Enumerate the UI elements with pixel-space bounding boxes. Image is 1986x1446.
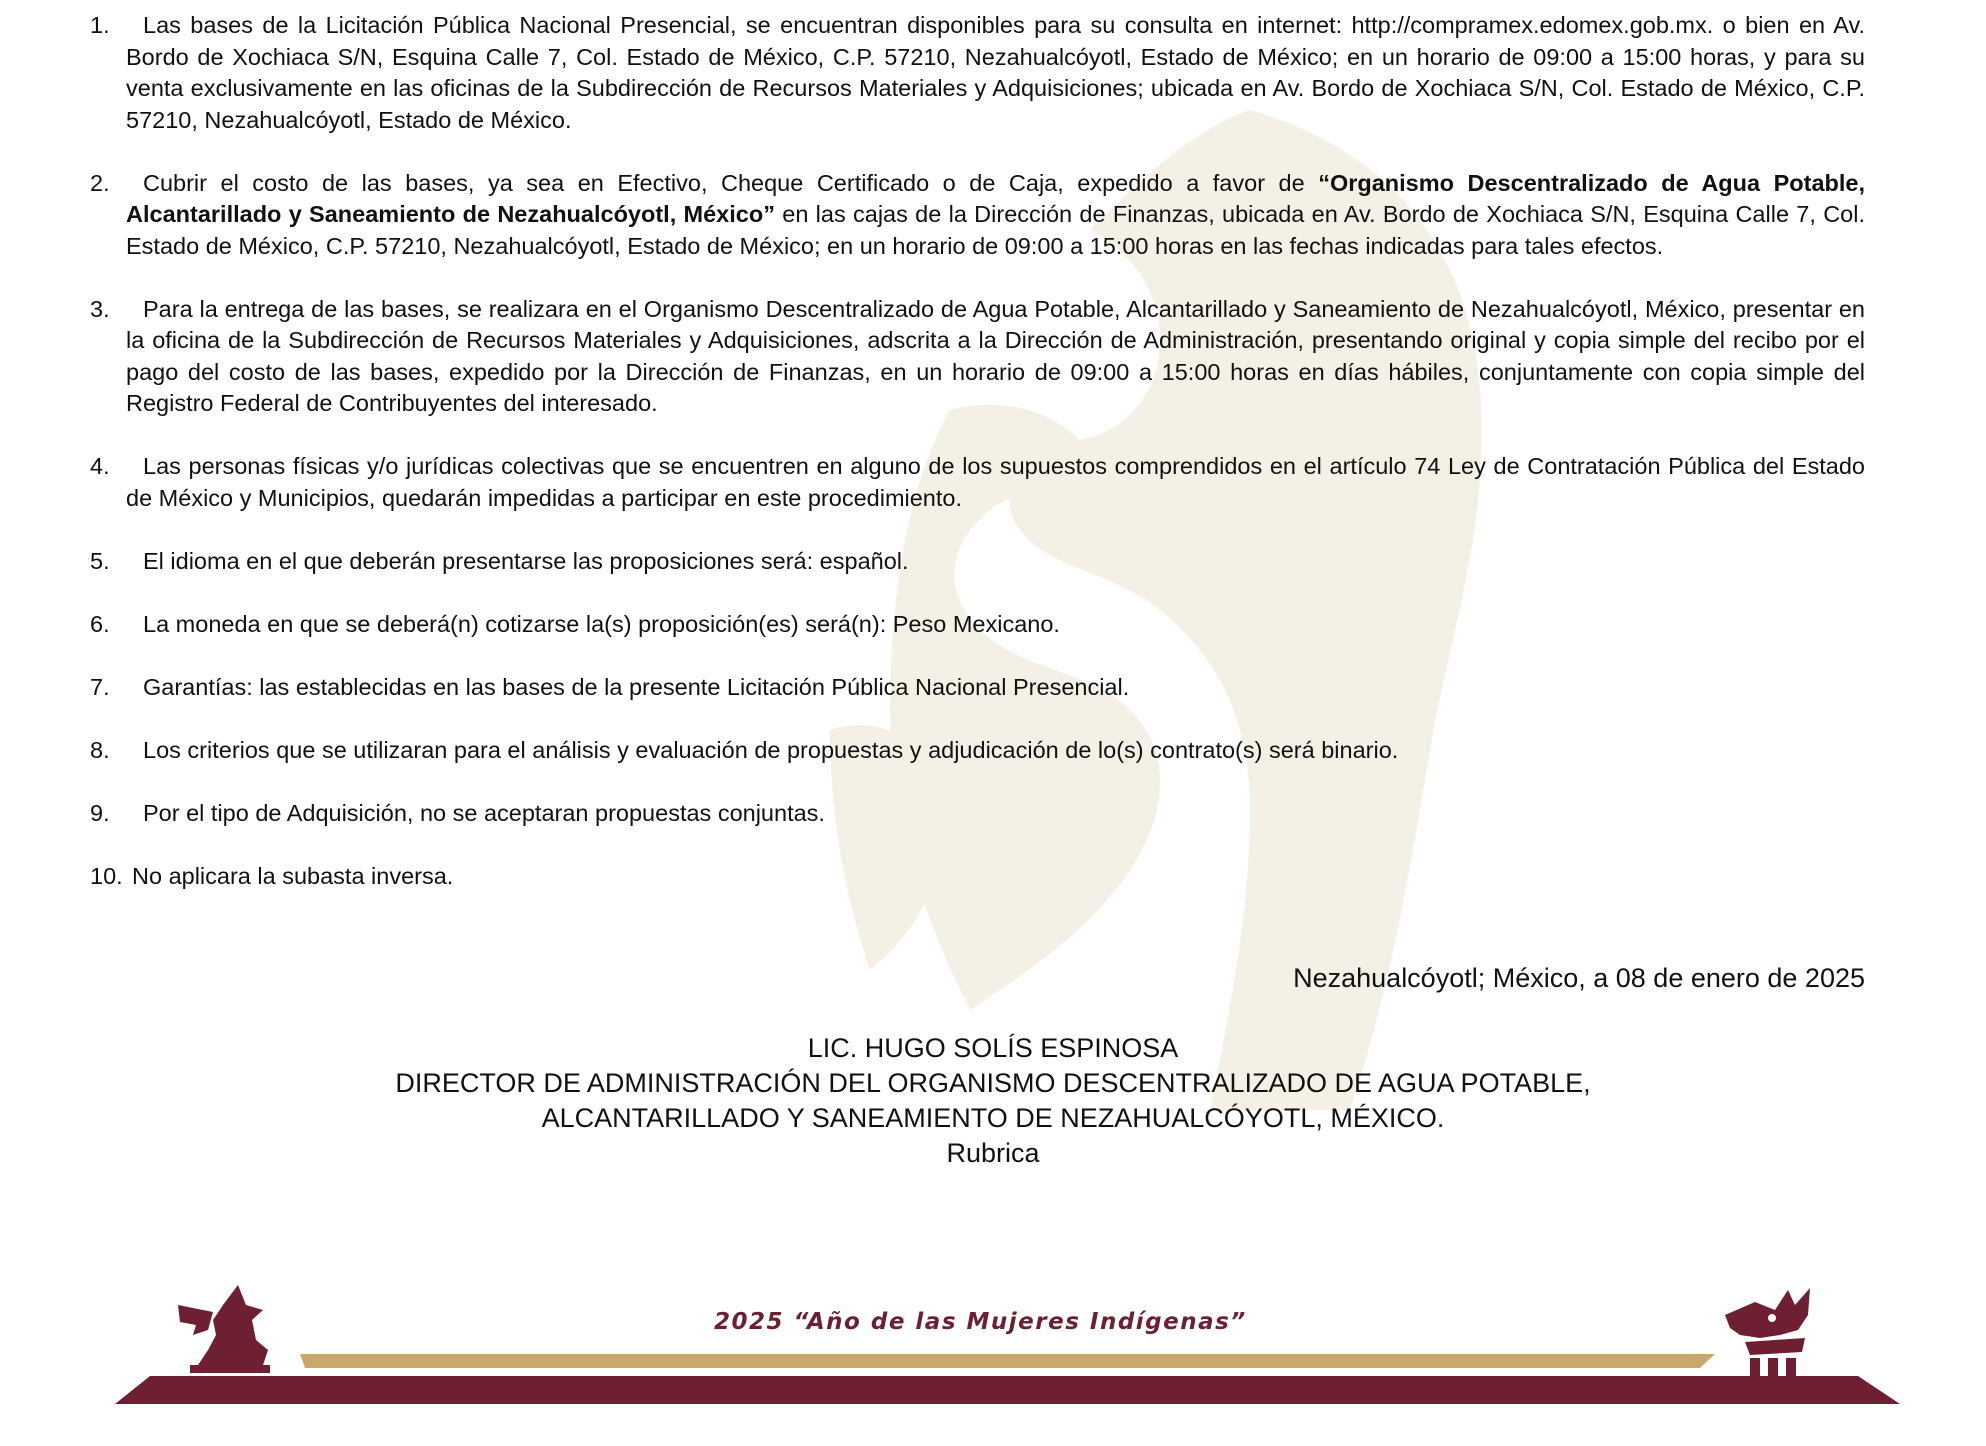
item-number: 8.: [90, 736, 110, 763]
item-text: [126, 168, 1865, 263]
list-item: [90, 735, 1865, 767]
organism-name: “Organismo Descentralizado de Agua Potable, Alcantarillado y Saneamiento de Nezahualcóyotl, México”: [126, 169, 1866, 227]
coyote-emblem-icon: [1710, 1280, 1840, 1380]
list-item: [90, 546, 1865, 578]
document-body: [90, 10, 1865, 924]
item-text: [126, 451, 1865, 514]
item-number: 10.: [90, 862, 123, 889]
item-text-content: El idioma en el que deberán presentarse las proposiciones será: español.: [143, 547, 909, 574]
footer-banner: [0, 1280, 1986, 1430]
item-number: 1.: [90, 12, 110, 38]
item-number: 4.: [90, 453, 110, 479]
item-text-content: La moneda en que se deberá(n) cotizarse la(s) proposición(es) será(n): Peso Mexicano.: [143, 610, 1060, 637]
signer-title-line2: ALCANTARILLADO Y SANEAMIENTO DE NEZAHUALCÓYOTL, MÉXICO.: [541, 1103, 1445, 1133]
item-text: [132, 861, 1865, 893]
maroon-band: [115, 1376, 1900, 1404]
list-item: [90, 798, 1865, 830]
gold-band: [300, 1354, 1715, 1368]
list-item: [90, 861, 1865, 893]
item-text-content: Las bases de la Licitación Pública Nacional Presencial, se encuentran disponibles para su consulta en internet: http://compramex.edomex.gob.mx. o bien en Av. Bordo de Xochiaca S/N, Esquina Calle 7, Col. Estado de México, C.P. 57210, Nezahualcóyotl, Estado de México; en un horario de 09:00 a 15:00 horas, y para su venta exclusivamente en las oficinas de la Subdirección de Recursos Materiales y Adquisiciones; ubicada en Av. Bordo de Xochiaca S/N, Col. Estado de México, C.P. 57210, Nezahualcóyotl, Estado de México.: [126, 12, 1865, 133]
item-text: [126, 294, 1865, 420]
list-item: [90, 672, 1865, 704]
item-text-content: Los criterios que se utilizaran para el análisis y evaluación de propuestas y adjudicación de lo(s) contrato(s) será binario.: [143, 736, 1399, 763]
item-number: 2.: [90, 169, 110, 196]
signature-block: [0, 1031, 1986, 1171]
item-text-content: Por el tipo de Adquisición, no se aceptaran propuestas conjuntas.: [143, 799, 825, 826]
list-item: [90, 609, 1865, 641]
item-text-before: Cubrir el costo de las bases, ya sea en Efectivo, Cheque Certificado o de Caja, expedido a favor de: [143, 169, 1319, 196]
item-text: [126, 735, 1865, 767]
footer-motto: 2025 “Año de las Mujeres Indígenas”: [714, 1309, 1247, 1335]
warrior-emblem-icon: [168, 1280, 288, 1380]
item-text-content: Garantías: las establecidas en las bases de la presente Licitación Pública Nacional Presencial.: [143, 673, 1130, 700]
signer-title-line1: DIRECTOR DE ADMINISTRACIÓN DEL ORGANISMO DESCENTRALIZADO DE AGUA POTABLE,: [395, 1068, 1591, 1098]
item-number: 9.: [90, 799, 110, 826]
list-item: [90, 451, 1865, 514]
item-text: [126, 10, 1865, 136]
item-text-content: No aplicara la subasta inversa.: [132, 862, 454, 889]
item-number: 6.: [90, 610, 110, 637]
item-text: [126, 609, 1865, 641]
list-item: [90, 294, 1865, 420]
item-text: [126, 798, 1865, 830]
signer-name: LIC. HUGO SOLÍS ESPINOSA: [807, 1033, 1179, 1063]
item-text: [126, 546, 1865, 578]
item-text-after: en las cajas de la Dirección de Finanzas, ubicada en Av. Bordo de Xochiaca S/N, Esquina Calle 7, Col. Estado de México, C.P. 57210, Nezahualcóyotl, Estado de México; en un horario de 09:00 a 15:00 horas en las fechas indicadas para tales efectos.: [126, 201, 1865, 259]
list-item: [90, 10, 1865, 136]
item-number: 5.: [90, 547, 110, 574]
rubrica-text: Rubrica: [946, 1138, 1040, 1168]
item-number: 7.: [90, 673, 110, 700]
item-text-content: Para la entrega de las bases, se realizara en el Organismo Descentralizado de Agua Potable, Alcantarillado y Saneamiento de Nezahualcóyotl, México, presentar en la oficina de la Subdirección de Recursos Materiales y Adquisiciones, adscrita a la Dirección de Administración, presentando original y copia simple del recibo por el pago del costo de las bases, expedido por la Dirección de Finanzas, en un horario de 09:00 a 15:00 horas en días hábiles, conjuntamente con copia simple del Registro Federal de Contribuyentes del interesado.: [126, 295, 1865, 416]
item-text-content: Las personas físicas y/o jurídicas colectivas que se encuentren en alguno de los supuestos comprendidos en el artículo 74 Ley de Contratación Pública del Estado de México y Municipios, quedarán impedidas a participar en este procedimiento.: [126, 453, 1865, 511]
place-and-date: Nezahualcóyotl; México, a 08 de enero de 2025: [1293, 963, 1865, 993]
list-item: [90, 168, 1865, 263]
item-number: 3.: [90, 295, 110, 322]
footer-bands: [0, 1280, 1986, 1430]
item-text: [126, 672, 1865, 704]
